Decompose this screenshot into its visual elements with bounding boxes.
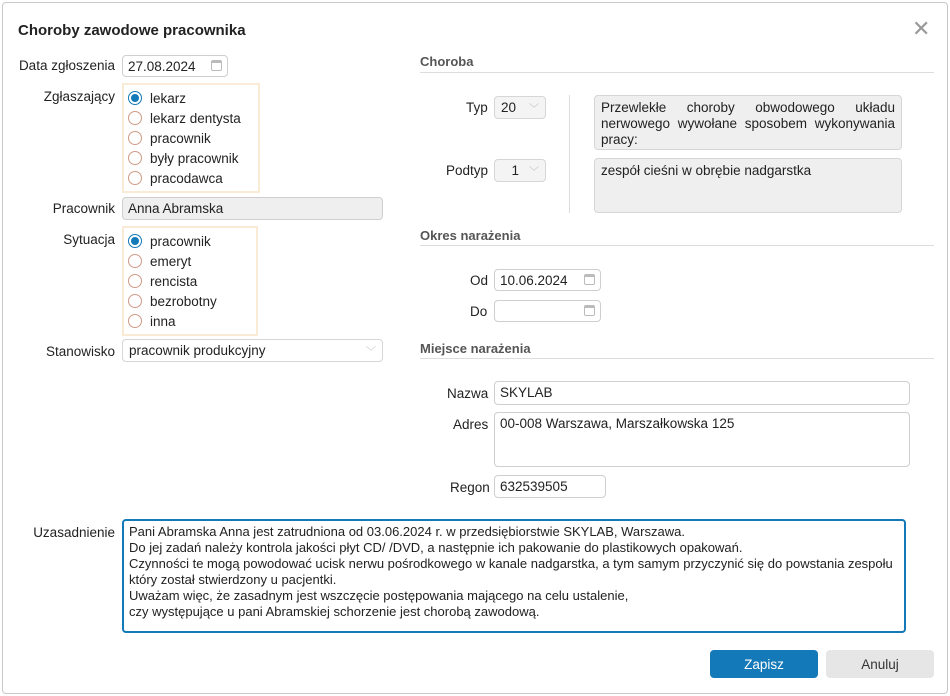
radio-lekarz[interactable]: lekarz xyxy=(128,88,254,108)
stanowisko-select[interactable]: pracownik produkcyjny ﹀ xyxy=(122,339,383,362)
dialog-title: Choroby zawodowe pracownika xyxy=(18,22,246,39)
choroba-section-title: Choroba xyxy=(420,54,474,69)
chevron-down-icon: ﹀ xyxy=(529,104,539,115)
pracownik-label: Pracownik xyxy=(52,201,115,216)
nazwa-label: Nazwa xyxy=(447,386,489,401)
radio-emeryt[interactable]: emeryt xyxy=(128,251,252,271)
uzasadnienie-label: Uzasadnienie xyxy=(33,525,115,540)
do-label: Do xyxy=(470,304,488,319)
save-button[interactable]: Zapisz xyxy=(710,650,818,678)
podtyp-label: Podtyp xyxy=(446,163,489,178)
chevron-down-icon: ﹀ xyxy=(366,347,376,358)
cancel-button[interactable]: Anuluj xyxy=(826,650,934,678)
sytuacja-label: Sytuacja xyxy=(63,232,115,247)
radio-lekarz-dentysta[interactable]: lekarz dentysta xyxy=(128,108,254,128)
calendar-icon[interactable] xyxy=(211,60,222,71)
regon-input[interactable]: 632539505 xyxy=(494,475,606,498)
close-icon[interactable]: ✕ xyxy=(912,16,931,41)
date-value: 27.08.2024 xyxy=(128,59,196,74)
uzasadnienie-textarea[interactable]: Pani Abramska Anna jest zatrudniona od 03.06.2024 r. w przedsiębiorstwie SKYLAB, Warszawa. Do jej zadań należy kontrola jakości płyt CD/ /DVD, a następnie ich pakowanie do plastikowych opakowań. Czynności te mogą powodować ucisk nerwu pośrodkowego w kanale nadgarstka, a tym samym przyczynić się do powstania zespołu który został stwierdzony u pacjentki. Uważam więc, że zasadnym jest wszczęcie postępowania mającego na celu ustalenie, czy występujące u pani Abramskiej schorzenie jest chorobą zawodową. xyxy=(122,519,906,633)
stanowisko-label: Stanowisko xyxy=(45,344,115,359)
typ-description: Przewlekłe choroby obwodowego układu nerwowego wywołane sposobem wykonywania pracy: xyxy=(594,95,902,150)
typ-select[interactable]: 20 ﹀ xyxy=(494,96,546,119)
sytuacja-radio-group xyxy=(122,226,258,336)
adres-label: Adres xyxy=(453,417,489,432)
chevron-down-icon: ﹀ xyxy=(529,167,539,178)
calendar-icon[interactable] xyxy=(584,274,595,285)
radio-byly-pracownik[interactable]: były pracownik xyxy=(128,148,254,168)
radio-pracownik[interactable]: pracownik xyxy=(128,128,254,148)
od-label: Od xyxy=(470,273,489,288)
data-label: Data zgłoszenia xyxy=(18,58,115,73)
zglaszajacy-radio-group xyxy=(122,83,260,193)
regon-label: Regon xyxy=(450,480,490,495)
zglaszajacy-label: Zgłaszający xyxy=(43,89,115,104)
radio-pracodawca[interactable]: pracodawca xyxy=(128,168,254,188)
od-date-input[interactable]: 10.06.2024 xyxy=(494,269,601,291)
miejsce-section-title: Miejsce narażenia xyxy=(420,341,531,356)
podtyp-select[interactable]: 1 ﹀ xyxy=(494,159,546,182)
pracownik-field: Anna Abramska xyxy=(122,197,383,220)
nazwa-input[interactable]: SKYLAB xyxy=(494,381,910,405)
data-zgloszenia-input[interactable] xyxy=(122,55,228,77)
radio-sytuacja-pracownik[interactable]: pracownik xyxy=(128,231,252,251)
radio-inna[interactable]: inna xyxy=(128,311,252,331)
adres-textarea[interactable]: 00-008 Warszawa, Marszałkowska 125 xyxy=(494,412,910,467)
typ-label: Typ xyxy=(466,100,488,115)
radio-bezrobotny[interactable]: bezrobotny xyxy=(128,291,252,311)
radio-rencista[interactable]: rencista xyxy=(128,271,252,291)
calendar-icon[interactable] xyxy=(584,305,595,316)
podtyp-description: zespół cieśni w obrębie nadgarstka xyxy=(594,158,902,213)
okres-section-title: Okres narażenia xyxy=(420,228,521,243)
do-date-input[interactable] xyxy=(494,300,601,322)
